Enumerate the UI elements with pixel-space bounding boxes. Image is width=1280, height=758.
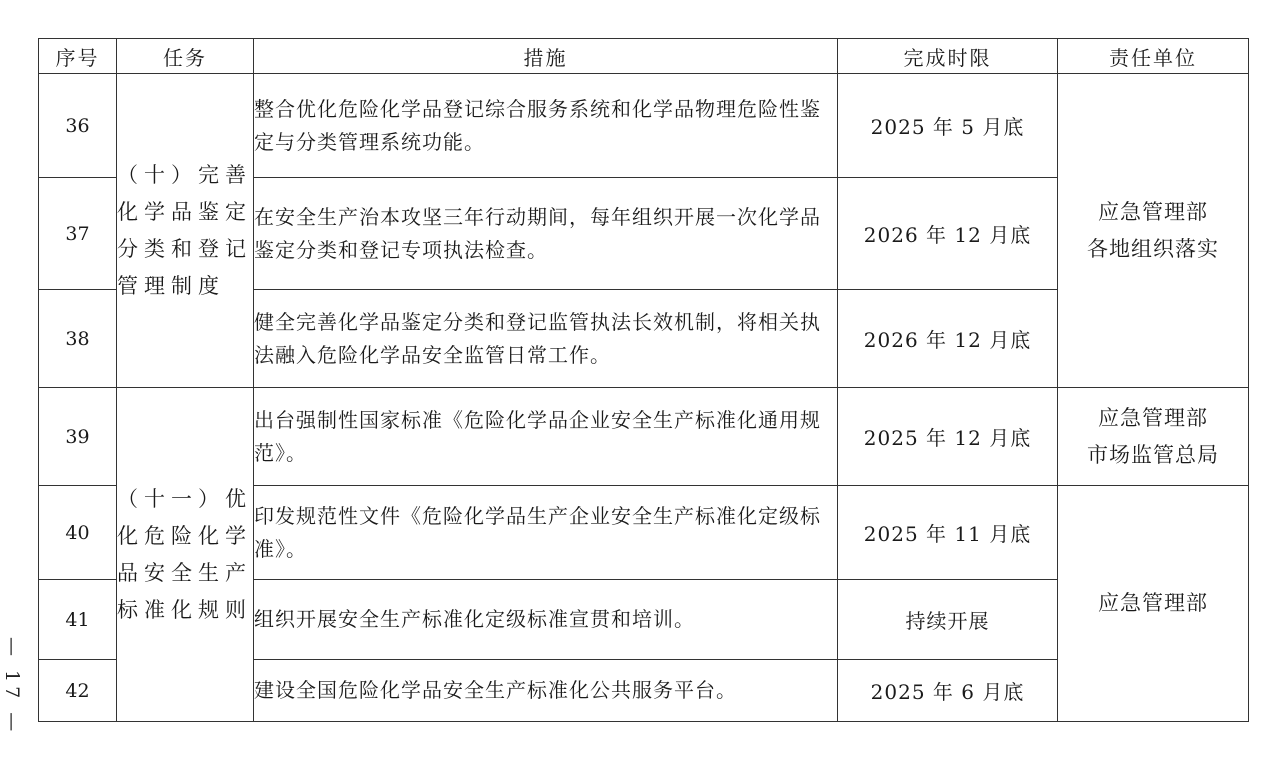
measure-cell: 健全完善化学品鉴定分类和登记监管执法长效机制，将相关执法融入危险化学品安全监管日常工作。	[254, 290, 838, 388]
deadline-cell: 2025 年 6 月底	[838, 660, 1058, 722]
deadline-cell: 2026 年 12 月底	[838, 290, 1058, 388]
measure-cell: 建设全国危险化学品安全生产标准化公共服务平台。	[254, 660, 838, 722]
unit-cell	[1058, 388, 1249, 486]
measure-cell: 组织开展安全生产标准化定级标准宣贯和培训。	[254, 580, 838, 660]
header-unit: 责任单位	[1058, 39, 1249, 74]
header-no: 序号	[39, 39, 117, 74]
unit-line: 应急管理部	[1098, 591, 1208, 615]
row-number: 38	[39, 290, 117, 388]
measure-cell: 出台强制性国家标准《危险化学品企业安全生产标准化通用规范》。	[254, 388, 838, 486]
task-text: （十一）优化危险化学品安全生产标准化规则	[117, 486, 252, 622]
measure-cell: 整合优化危险化学品登记综合服务系统和化学品物理危险性鉴定与分类管理系统功能。	[254, 74, 838, 178]
deadline-cell: 2025 年 12 月底	[838, 388, 1058, 486]
unit-line: 市场监管总局	[1087, 442, 1219, 467]
deadline-cell: 持续开展	[838, 580, 1058, 660]
row-number: 37	[39, 178, 117, 290]
task-cell	[117, 74, 254, 388]
measure-cell: 印发规范性文件《危险化学品生产企业安全生产标准化定级标准》。	[254, 486, 838, 580]
task-text: （十）完善化学品鉴定分类和登记管理制度	[117, 162, 252, 298]
deadline-cell: 2026 年 12 月底	[838, 178, 1058, 290]
unit-line: 应急管理部	[1098, 405, 1208, 430]
row-number: 40	[39, 486, 117, 580]
unit-line: 应急管理部	[1098, 199, 1208, 224]
header-row	[39, 39, 1249, 74]
row-number: 42	[39, 660, 117, 722]
deadline-cell: 2025 年 11 月底	[838, 486, 1058, 580]
header-measure: 措施	[254, 39, 838, 74]
row-number: 39	[39, 388, 117, 486]
header-deadline: 完成时限	[838, 39, 1058, 74]
table-row	[39, 388, 1249, 486]
page-number: — 17 —	[1, 636, 23, 736]
unit-line: 各地组织落实	[1087, 236, 1219, 261]
header-task: 任务	[117, 39, 254, 74]
unit-cell	[1058, 74, 1249, 388]
task-cell	[117, 388, 254, 722]
deadline-cell: 2025 年 5 月底	[838, 74, 1058, 178]
row-number: 36	[39, 74, 117, 178]
measures-table	[38, 38, 1249, 722]
row-number: 41	[39, 580, 117, 660]
unit-cell	[1058, 486, 1249, 722]
measure-cell: 在安全生产治本攻坚三年行动期间，每年组织开展一次化学品鉴定分类和登记专项执法检查。	[254, 178, 838, 290]
table-row	[39, 74, 1249, 178]
